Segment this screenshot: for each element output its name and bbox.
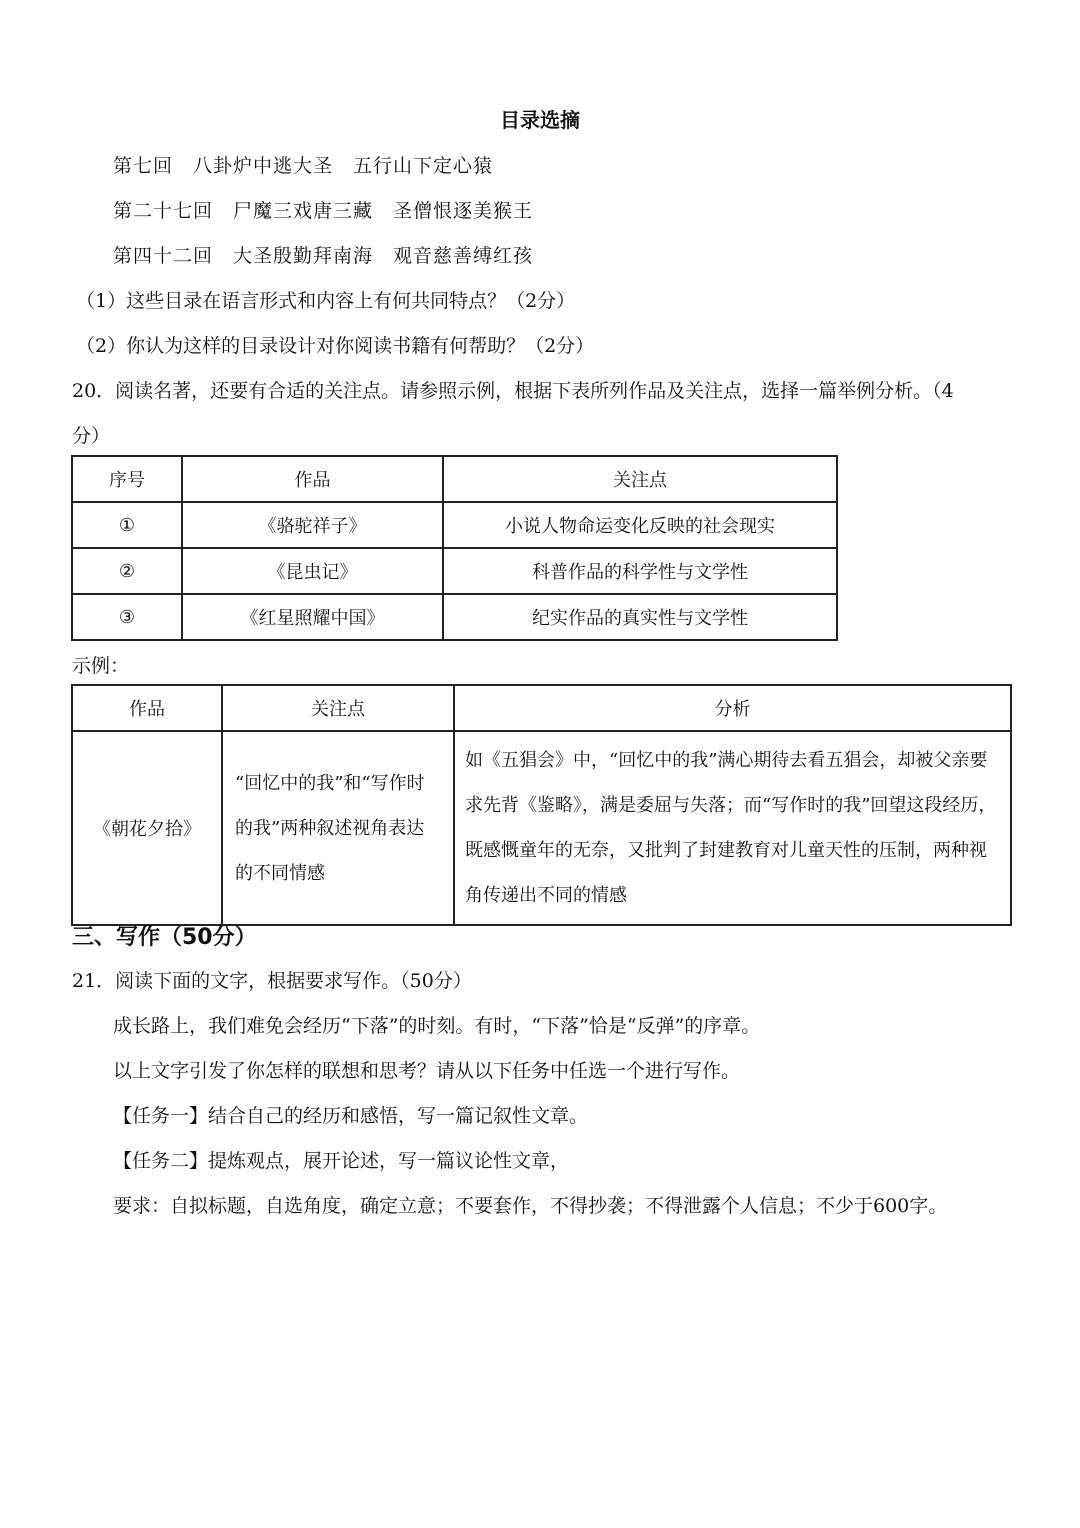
task-two: 【任务二】提炼观点，展开论述，写一篇议论性文章， xyxy=(113,1150,570,1172)
requirements: 要求：自拟标题，自选角度，确定立意；不要套作，不得抄袭；不得泄露个人信息；不少于600字。 xyxy=(113,1195,948,1217)
example-work-cell: 《朝花夕拾》 xyxy=(72,731,222,925)
header-cell: 关注点 xyxy=(222,685,454,731)
header-cell: 分析 xyxy=(454,685,1011,731)
example-label: 示例： xyxy=(72,655,130,677)
question-2: （2）你认为这样的目录设计对你阅读书籍有何帮助？（2分） xyxy=(76,335,595,357)
table-header-row xyxy=(72,685,1011,731)
works-table xyxy=(71,455,838,641)
header-cell: 作品 xyxy=(182,456,443,502)
header-cell: 关注点 xyxy=(443,456,837,502)
table-cell: ③ xyxy=(72,594,182,640)
question-20-line1: 20．阅读名著，还要有合适的关注点。请参照示例，根据下表所列作品及关注点，选择一篇举例分析。（4 xyxy=(72,380,954,402)
header-cell: 序号 xyxy=(72,456,182,502)
question-1: （1）这些目录在语言形式和内容上有何共同特点？（2分） xyxy=(76,290,576,312)
table-cell: ① xyxy=(72,502,182,548)
table-cell: 《红星照耀中国》 xyxy=(182,594,443,640)
example-focus-cell: “回忆中的我”和“写作时的我”两种叙述视角表达的不同情感 xyxy=(222,731,454,925)
table-row xyxy=(72,731,1011,925)
question-20-line2: 分） xyxy=(72,425,111,447)
table-cell: ② xyxy=(72,548,182,594)
header-cell: 作品 xyxy=(72,685,222,731)
table-cell: 纪实作品的真实性与文学性 xyxy=(443,594,837,640)
task-one: 【任务一】结合自己的经历和感悟，写一篇记叙性文章。 xyxy=(113,1105,589,1127)
table-cell: 《骆驼祥子》 xyxy=(182,502,443,548)
writing-question: 以上文字引发了你怎样的联想和思考？请从以下任务中任选一个进行写作。 xyxy=(113,1060,741,1082)
catalog-item: 第七回 八卦炉中逃大圣 五行山下定心猿 xyxy=(113,155,494,177)
example-analysis-cell: 如《五猖会》中，“回忆中的我”满心期待去看五猖会，却被父亲要求先背《鉴略》，满是委屈与失落；而“写作时的我”回望这段经历，既感慨童年的无奈，又批判了封建教育对儿童天性的压制，两种视角传递出不同的情感 xyxy=(454,731,1011,925)
table-header-row xyxy=(72,456,837,502)
example-table xyxy=(71,684,1012,926)
table-cell: 科普作品的科学性与文学性 xyxy=(443,548,837,594)
writing-prompt: 成长路上，我们难免会经历“下落”的时刻。有时，“下落”恰是“反弹”的序章。 xyxy=(113,1015,761,1037)
section-title: 三、写作（50分） xyxy=(72,925,257,950)
question-21: 21．阅读下面的文字，根据要求写作。（50分） xyxy=(72,970,472,992)
table-row xyxy=(72,594,837,640)
table-row xyxy=(72,548,837,594)
table-row xyxy=(72,502,837,548)
table-cell: 小说人物命运变化反映的社会现实 xyxy=(443,502,837,548)
table-cell: 《昆虫记》 xyxy=(182,548,443,594)
catalog-item: 第四十二回 大圣殷勤拜南海 观音慈善缚红孩 xyxy=(113,245,534,267)
catalog-item: 第二十七回 尸魔三戏唐三藏 圣僧恨逐美猴王 xyxy=(113,200,534,222)
catalog-title: 目录选摘 xyxy=(500,108,580,132)
